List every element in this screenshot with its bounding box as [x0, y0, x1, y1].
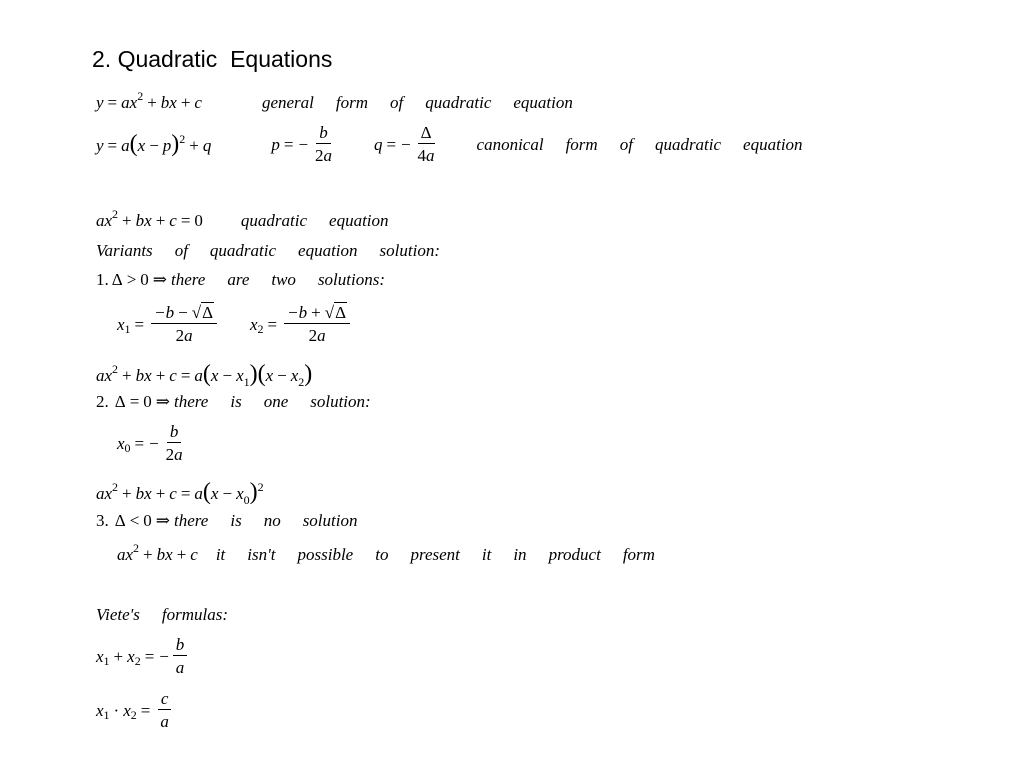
factored-one-root: $ax^2$ + bx + $c = a(x - x_0)^2$: [96, 479, 264, 507]
quadratic-equation-formula: $ax^2$ + bx + c = 0: [96, 207, 203, 230]
x1-formula: x $_1$ = $\frac{-b - √\Delta}{2a}$: [117, 304, 220, 344]
case2-text: there is one solution:: [174, 392, 371, 411]
case3-number: 3.: [96, 511, 109, 530]
case2-condition: Δ = 0 ⇒: [114, 392, 171, 411]
case1-number: 1.: [96, 270, 109, 289]
general-form-line: [96, 89, 595, 112]
q-formula: q = − $\frac{\Delta}{4a}$: [373, 123, 435, 165]
general-form-formula: $y = ax^2$ + bx + c: [96, 89, 202, 112]
no-product-text: it isn't possible to present it in product form: [215, 545, 655, 564]
canonical-form-description: canonical form of quadratic equation: [476, 134, 803, 154]
roots-formula-line: [117, 304, 353, 344]
case1-text: there are two solutions:: [171, 270, 385, 289]
viete-sum: x $_1$ + x $_2$ = − $\frac{b}{a}$: [96, 636, 190, 676]
case3-condition: Δ < 0 ⇒: [114, 511, 171, 530]
factored-two-roots: $ax^2$ + bx + $c = a(x - x_1)(x - x_2)$: [96, 361, 313, 389]
no-product-formula: $ax^2$ + bx + c: [117, 541, 198, 564]
viete-heading: Viete's formulas:: [96, 605, 229, 624]
case2-number: 2.: [96, 392, 109, 411]
page-title: 2. Quadratic Equations: [92, 46, 333, 72]
canonical-form-line: [96, 124, 825, 164]
case1-line: [96, 271, 407, 288]
case3-line: [96, 512, 379, 529]
viete-product: x $_1$ · x $_2$ = $\frac{c}{a}$: [96, 690, 175, 730]
quadratic-equation-label: quadratic equation: [240, 211, 389, 230]
variants-heading: Variants of quadratic equation solution:: [96, 241, 440, 260]
x0-formula: x $_0$ = − $\frac{b}{2a}$: [117, 422, 183, 464]
case3-text: there is no solution: [174, 511, 358, 530]
quadratic-equation-line: [96, 207, 411, 230]
case1-condition: Δ > 0 ⇒: [111, 270, 168, 289]
p-formula: p = − $\frac{b}{2a}$: [271, 123, 332, 165]
case2-line: [96, 393, 393, 410]
general-form-description: general form of quadratic equation: [261, 93, 573, 112]
x2-formula: x $_2$ = $\frac{-b + √\Delta}{2a}$: [250, 304, 353, 344]
canonical-form-formula: $y = a(x - p)^2 + q$: [96, 131, 212, 157]
no-product-line: [117, 541, 677, 564]
